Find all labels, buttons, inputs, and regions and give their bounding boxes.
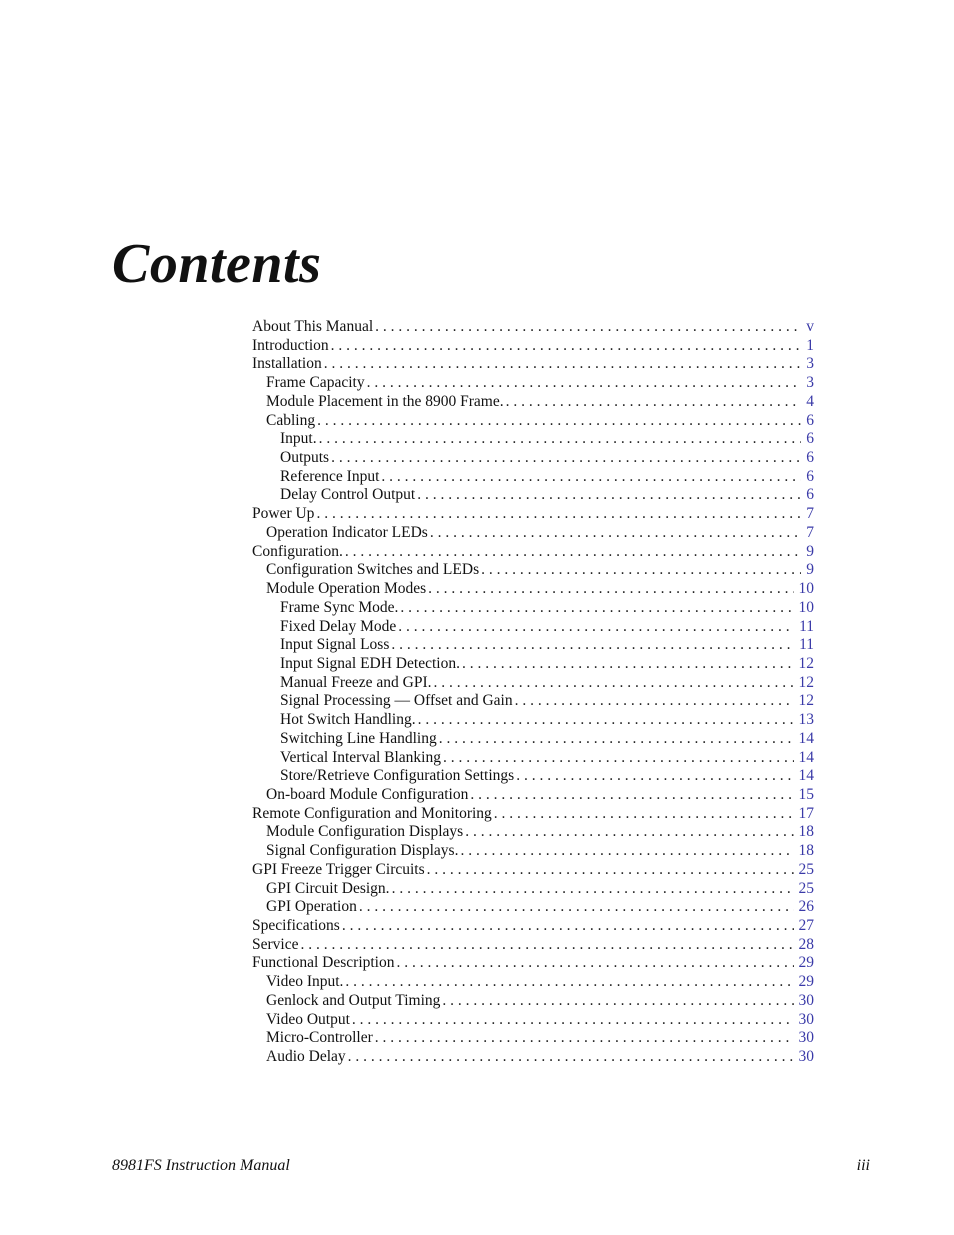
toc-entry[interactable] [252,823,814,842]
toc-entry[interactable] [252,618,814,637]
toc-entry[interactable] [252,449,814,468]
toc-entry[interactable] [252,674,814,693]
toc-dot-leader [317,412,801,431]
toc-entry[interactable] [252,355,814,374]
toc-dot-leader [434,674,794,693]
toc-entry-title[interactable]: Introduction [252,336,329,354]
toc-entry[interactable] [252,749,814,768]
toc-entry-title[interactable]: Installation [252,355,322,373]
toc-entry-title[interactable]: Video Output [266,1010,350,1028]
toc-entry-title[interactable]: Delay Control Output [280,486,416,504]
toc-entry-title[interactable]: Remote Configuration and Monitoring [252,804,492,822]
toc-entry-title[interactable]: Genlock and Output Timing [266,991,441,1009]
toc-entry-title[interactable]: Module Configuration Displays [266,823,464,841]
toc-entry-title[interactable]: Functional Description [252,954,395,972]
toc-entry-title[interactable]: Frame Sync Mode. [280,598,399,616]
toc-dot-leader [391,636,794,655]
toc-entry-page-link[interactable]: 30 [798,1029,814,1047]
footer-manual-name: 8981FS Instruction Manual [112,1157,290,1174]
toc-entry-page-link[interactable]: 10 [798,598,814,616]
toc-dot-leader [465,823,793,842]
toc-entry[interactable] [252,692,814,711]
toc-entry[interactable] [252,580,814,599]
toc-entry-page-link[interactable]: 17 [798,804,814,822]
toc-entry-page-link[interactable]: 18 [798,823,814,841]
toc-entry[interactable] [252,655,814,674]
toc-entry[interactable] [252,936,814,955]
toc-entry[interactable] [252,711,814,730]
toc-entry-title[interactable]: Configuration Switches and LEDs [266,561,480,579]
toc-dot-leader [494,805,794,824]
toc-entry-page-link[interactable]: 10 [798,580,814,598]
toc-entry-title[interactable]: Video Input. [266,973,344,991]
toc-entry-page-link[interactable]: 6 [806,486,814,504]
toc-entry-title[interactable]: Audio Delay [266,1048,346,1066]
toc-entry-page-link[interactable]: 14 [798,729,814,747]
toc-entry[interactable] [252,393,814,412]
toc-entry[interactable] [252,917,814,936]
toc-entry[interactable] [252,561,814,580]
toc-dot-leader [439,730,794,749]
toc-entry[interactable] [252,767,814,786]
toc-entry[interactable] [252,468,814,487]
toc-entry[interactable] [252,374,814,393]
toc-dot-leader [331,449,801,468]
toc-entry[interactable] [252,430,814,449]
toc-entry-page-link[interactable]: 30 [798,1010,814,1028]
toc-entry-title[interactable]: Vertical Interval Blanking [280,748,441,766]
toc-entry-title[interactable]: Fixed Delay Mode [280,617,397,635]
toc-entry-page-link[interactable]: 14 [798,748,814,766]
toc-entry-title[interactable]: On-board Module Configuration [266,785,469,803]
toc-entry-page-link[interactable]: 15 [798,785,814,803]
toc-entry-title[interactable]: Outputs [280,449,330,467]
toc-dot-leader [367,374,801,393]
toc-entry[interactable] [252,786,814,805]
toc-dot-leader [375,1029,794,1048]
toc-entry-page-link[interactable]: 18 [798,842,814,860]
toc-entry-page-link[interactable]: 7 [806,505,814,523]
toc-entry-title[interactable]: Operation Indicator LEDs [266,523,428,541]
toc-entry[interactable] [252,412,814,431]
toc-dot-leader [427,861,794,880]
toc-entry-page-link[interactable]: 11 [799,636,814,654]
toc-entry-page-link[interactable]: 4 [806,392,814,410]
toc-entry-page-link[interactable]: 29 [798,973,814,991]
toc-entry-page-link[interactable]: 29 [798,954,814,972]
toc-entry-title[interactable]: Power Up [252,505,315,523]
toc-dot-leader [345,973,793,992]
toc-entry-title[interactable]: About This Manual [252,318,374,335]
toc-entry-page-link[interactable]: 1 [806,336,814,354]
toc-entry-title[interactable]: Reference Input [280,467,380,485]
toc-entry[interactable] [252,730,814,749]
toc-entry[interactable] [252,898,814,917]
toc-entry-title[interactable]: Signal Configuration Displays. [266,842,459,860]
toc-entry-page-link[interactable]: 14 [798,767,814,785]
toc-dot-leader [515,692,794,711]
toc-dot-leader [316,505,801,524]
toc-entry[interactable] [252,1029,814,1048]
toc-entry-page-link[interactable]: 7 [806,523,814,541]
toc-entry[interactable] [252,954,814,973]
toc-entry-title[interactable]: Micro-Controller [266,1029,373,1047]
toc-entry-page-link[interactable]: 13 [798,711,814,729]
toc-entry-title[interactable]: GPI Operation [266,898,357,916]
toc-entry[interactable] [252,1011,814,1030]
toc-entry-page-link[interactable]: 25 [798,879,814,897]
toc-entry-title[interactable]: Hot Switch Handling. [280,711,416,729]
toc-entry-title[interactable]: Switching Line Handling [280,729,437,747]
toc-dot-leader [462,655,794,674]
page-title: Contents [112,233,322,295]
toc-entry[interactable] [252,842,814,861]
toc-dot-leader [392,880,794,899]
toc-entry-title[interactable]: Service [252,935,299,953]
toc-entry-page-link[interactable]: 12 [798,692,814,710]
toc-entry-page-link[interactable]: 27 [798,917,814,934]
toc-entry[interactable] [252,337,814,356]
toc-dot-leader [300,936,793,955]
toc-dot-leader [481,561,801,580]
toc-entry-title[interactable]: Module Operation Modes [266,580,427,598]
toc-entry-title[interactable]: Cabling [266,411,316,429]
toc-entry-page-link[interactable]: 11 [799,617,814,635]
toc-dot-leader [442,992,793,1011]
toc-entry-title[interactable]: Manual Freeze and GPI. [280,673,432,691]
toc-entry-page-link[interactable]: 9 [806,561,814,579]
toc-entry[interactable] [252,636,814,655]
toc-entry[interactable] [252,861,814,880]
toc-entry-page-link[interactable]: 6 [806,467,814,485]
toc-entry-title[interactable]: Frame Capacity [266,374,365,392]
toc-dot-leader [397,954,794,973]
toc-dot-leader [430,524,801,543]
table-of-contents [252,318,814,1067]
toc-entry-page-link[interactable]: 12 [798,673,814,691]
toc-entry-page-link[interactable]: 6 [806,449,814,467]
toc-dot-leader [417,486,801,505]
toc-dot-leader [342,917,794,936]
toc-entry-title[interactable]: Input Signal EDH Detection. [280,654,460,672]
toc-dot-leader [443,749,794,768]
toc-entry-page-link[interactable]: 6 [806,411,814,429]
toc-entry-title[interactable]: GPI Circuit Design. [266,879,390,897]
toc-entry[interactable] [252,805,814,824]
toc-dot-leader [319,430,801,449]
toc-entry-title[interactable]: Signal Processing — Offset and Gain [280,692,513,710]
toc-dot-leader [506,393,801,412]
toc-entry-page-link[interactable]: 25 [798,860,814,878]
toc-dot-leader [398,618,794,637]
toc-entry[interactable] [252,880,814,899]
toc-dot-leader [428,580,793,599]
toc-entry-page-link[interactable]: 12 [798,654,814,672]
toc-dot-leader [348,1048,794,1067]
toc-dot-leader [460,842,793,861]
toc-entry-page-link[interactable]: 3 [806,374,814,392]
toc-entry-title[interactable]: GPI Freeze Trigger Circuits [252,860,425,878]
toc-entry[interactable] [252,992,814,1011]
toc-dot-leader [375,318,801,337]
toc-entry-title[interactable]: Module Placement in the 8900 Frame. [266,392,504,410]
toc-entry[interactable] [252,543,814,562]
toc-entry-page-link[interactable]: 28 [798,935,814,953]
toc-dot-leader [400,599,793,618]
toc-entry-title[interactable]: Configuration. [252,542,343,560]
toc-entry[interactable] [252,524,814,543]
toc-entry-page-link[interactable]: v [806,318,814,335]
toc-entry-title[interactable]: Store/Retrieve Configuration Settings [280,767,515,785]
toc-dot-leader [324,355,801,374]
toc-entry-page-link[interactable]: 3 [806,355,814,373]
toc-entry[interactable] [252,1048,814,1067]
toc-dot-leader [381,468,801,487]
toc-entry-page-link[interactable]: 9 [806,542,814,560]
toc-entry[interactable] [252,973,814,992]
footer-page-number: iii [856,1157,870,1174]
toc-dot-leader [418,711,794,730]
toc-entry-page-link[interactable]: 30 [798,991,814,1009]
toc-dot-leader [331,337,801,356]
toc-entry[interactable] [252,318,814,337]
toc-entry-title[interactable]: Input Signal Loss [280,636,390,654]
toc-dot-leader [352,1011,794,1030]
toc-entry[interactable] [252,505,814,524]
toc-dot-leader [516,767,793,786]
toc-dot-leader [359,898,794,917]
toc-entry[interactable] [252,599,814,618]
toc-dot-leader [470,786,793,805]
toc-entry-title[interactable]: Input. [280,430,317,448]
toc-entry-title[interactable]: Specifications [252,917,340,934]
toc-entry-page-link[interactable]: 6 [806,430,814,448]
toc-entry-page-link[interactable]: 30 [798,1048,814,1066]
toc-dot-leader [345,543,801,562]
toc-entry-page-link[interactable]: 26 [798,898,814,916]
toc-entry[interactable] [252,486,814,505]
